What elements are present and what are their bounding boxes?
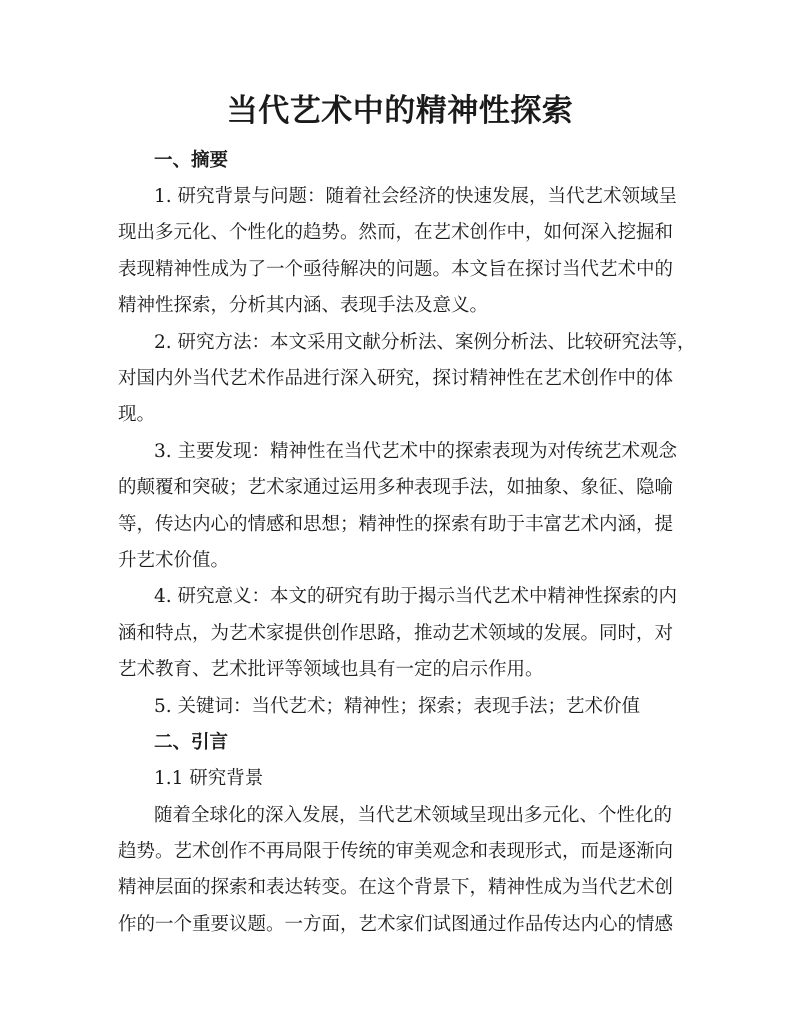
paragraph — [118, 325, 696, 434]
paragraph — [118, 579, 692, 688]
paragraph — [118, 179, 692, 325]
section-introduction — [118, 725, 692, 943]
text-line: 对国内外当代艺术作品进行深入研究，探讨精神性在艺术创作中的体 — [118, 368, 674, 390]
section-abstract — [118, 143, 696, 725]
text-line: 升艺术价值。 — [118, 550, 230, 572]
text-line: 1.1 研究背景 — [154, 768, 264, 790]
text-line: 现出多元化、个性化的趋势。然而，在艺术创作中，如何深入挖掘和 — [118, 222, 674, 244]
text-line: 1. 研究背景与问题：随着社会经济的快速发展，当代艺术领域呈 — [154, 186, 678, 207]
text-line: 表现精神性成为了一个亟待解决的问题。本文旨在探讨当代艺术中的 — [118, 258, 674, 280]
text-line: 艺术教育、艺术批评等领域也具有一定的启示作用。 — [118, 659, 544, 681]
text-line: 等，传达内心的情感和思想；精神性的探索有助于丰富艺术内涵，提 — [118, 513, 674, 535]
text-line: 3. 主要发现：精神性在当代艺术中的探索表现为对传统艺术观念 — [154, 440, 678, 462]
text-line: 2. 研究方法：本文采用文献分析法、案例分析法、比较研究法等， — [154, 331, 696, 353]
text-line: 作的一个重要议题。一方面，艺术家们试图通过作品传达内心的情感 — [118, 913, 674, 935]
section-heading: 二、引言 — [154, 732, 229, 754]
text-line: 精神层面的探索和表达转变。在这个背景下，精神性成为当代艺术创 — [118, 877, 674, 899]
text-line: 4. 研究意义：本文的研究有助于揭示当代艺术中精神性探索的内 — [154, 586, 678, 608]
text-line: 5. 关键词：当代艺术；精神性；探索；表现手法；艺术价值 — [154, 695, 641, 717]
paragraph — [118, 689, 692, 725]
text-line: 随着全球化的深入发展，当代艺术领域呈现出多元化、个性化的 — [154, 804, 673, 826]
text-line: 现。 — [118, 404, 156, 426]
section-heading: 一、摘要 — [154, 150, 229, 171]
document-body — [118, 143, 696, 943]
paragraph — [118, 434, 692, 580]
document-title: 当代艺术中的精神性探索 — [226, 93, 574, 129]
subsection-heading — [118, 761, 692, 797]
text-line: 精神性探索，分析其内涵、表现手法及意义。 — [118, 295, 489, 317]
text-line: 涵和特点，为艺术家提供创作思路，推动艺术领域的发展。同时，对 — [118, 622, 674, 644]
text-line: 趋势。艺术创作不再局限于传统的审美观念和表现形式，而是逐渐向 — [118, 840, 674, 862]
paragraph — [118, 798, 692, 944]
text-line: 的颠覆和突破；艺术家通过运用多种表现手法，如抽象、象征、隐喻 — [118, 477, 674, 499]
